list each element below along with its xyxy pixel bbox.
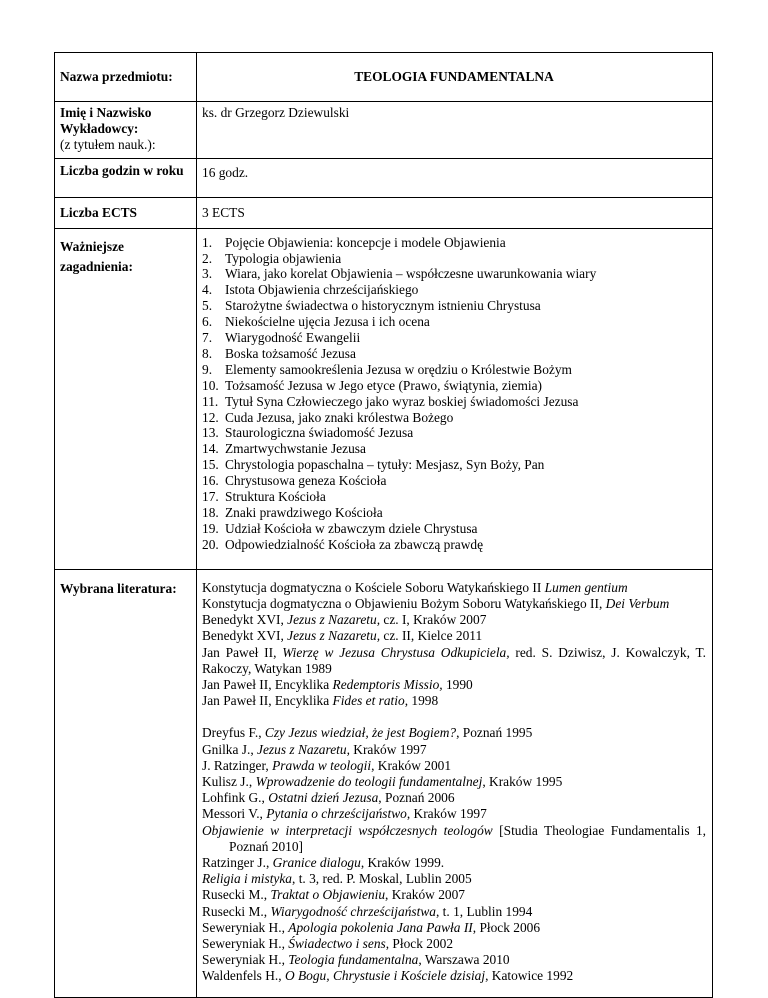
- reference: Rusecki M., Wiarygodność chrześcijaństwa, t. 1, Lublin 1994: [202, 903, 533, 919]
- reference: Seweryniak H., Świadectwo i sens, Płock 2002: [202, 936, 454, 951]
- topic-item: 14. Zmartwychwstanie Jezusa: [202, 441, 366, 457]
- topic-item: 2. Typologia objawienia: [202, 250, 342, 266]
- reference: Jan Paweł II, Wierzę w Jezusa Chrystusa Odkupiciela, red. S. Dziwisz, J. Kowalczyk, T. Rakoczy, Watykan 1989: [202, 644, 706, 676]
- topic-item: 17. Struktura Kościoła: [202, 489, 326, 505]
- topic-item: 8. Boska tożsamość Jezusa: [202, 345, 356, 361]
- lecturer-sublabel: (z tytułem nauk.):: [60, 137, 156, 153]
- syllabus-table: [54, 52, 713, 998]
- topic-item: 16. Chrystusowa geneza Kościoła: [202, 473, 387, 489]
- reference: Benedykt XVI, Jezus z Nazaretu, cz. II, Kielce 2011: [202, 628, 483, 644]
- spacer: [202, 709, 706, 725]
- course-name-value: TEOLOGIA FUNDAMENTALNA: [197, 53, 713, 102]
- hours-value: 16 godz.: [197, 158, 713, 197]
- topic-item: 20. Odpowiedzialność Kościoła za zbawczą prawdę: [202, 536, 484, 552]
- reference: Ratzinger J., Granice dialogu, Kraków 1999.: [202, 854, 445, 870]
- reference: Jan Paweł II, Encyklika Fides et ratio, 1998: [202, 693, 439, 709]
- topic-item: 18. Znaki prawdziwego Kościoła: [202, 505, 383, 521]
- course-name-label: Nazwa przedmiotu:: [55, 53, 197, 102]
- topic-item: 12. Cuda Jezusa, jako znaki królestwa Bożego: [202, 409, 454, 425]
- row-lecturer: [55, 102, 713, 159]
- reference: J. Ratzinger, Prawda w teologii, Kraków 2001: [202, 757, 452, 773]
- reference: Dreyfus F., Czy Jezus wiedział, że jest Bogiem?, Poznań 1995: [202, 725, 533, 741]
- topics-label: Ważniejsze zagadnienia:: [55, 228, 197, 569]
- reference: Konstytucja dogmatyczna o Objawieniu Bożym Soboru Watykańskiego II, Dei Verbum: [202, 595, 670, 611]
- topic-item: 9. Elementy samookreślenia Jezusa w orędziu o Królestwie Bożym: [202, 361, 572, 377]
- reference: Lohfink G., Ostatni dzień Jezusa, Poznań 2006: [202, 790, 455, 806]
- row-hours: [55, 158, 713, 197]
- reference: Waldenfels H., O Bogu, Chrystusie i Kościele dzisiaj, Katowice 1992: [202, 968, 574, 984]
- row-literature: [55, 569, 713, 997]
- lecturer-label-cell: [55, 102, 197, 159]
- reference: Benedykt XVI, Jezus z Nazaretu, cz. I, Kraków 2007: [202, 612, 487, 628]
- ects-value: 3 ECTS: [197, 197, 713, 228]
- topics-cell: [197, 228, 713, 569]
- row-ects: [55, 197, 713, 228]
- topic-item: 13. Staurologiczna świadomość Jezusa: [202, 425, 414, 441]
- topic-item: 10. Tożsamość Jezusa w Jego etyce (Prawo, świątynia, ziemia): [202, 377, 542, 393]
- topic-item: 5. Starożytne świadectwa o historycznym istnieniu Chrystusa: [202, 298, 541, 314]
- reference: Messori V., Pytania o chrześcijaństwo, Kraków 1997: [202, 806, 487, 822]
- topic-item: 1. Pojęcie Objawienia: koncepcje i modele Objawienia: [202, 234, 506, 250]
- reference: Seweryniak H., Teologia fundamentalna, Warszawa 2010: [202, 952, 510, 968]
- reference: Seweryniak H., Apologia pokolenia Jana Pawła II, Płock 2006: [202, 919, 541, 935]
- topics-list: [202, 235, 706, 553]
- literature-label: Wybrana literatura:: [55, 569, 197, 997]
- topic-item: 3. Wiara, jako korelat Objawienia – współczesne uwarunkowania wiary: [202, 266, 597, 282]
- topic-item: 11. Tytuł Syna Człowieczego jako wyraz boskiej świadomości Jezusa: [202, 393, 579, 409]
- lecturer-value: ks. dr Grzegorz Dziewulski: [197, 102, 713, 159]
- topic-item: 15. Chrystologia popaschalna – tytuły: Mesjasz, Syn Boży, Pan: [202, 457, 545, 473]
- lecturer-label: Imię i Nazwisko Wykładowcy:: [60, 105, 152, 137]
- row-course-name: [55, 53, 713, 102]
- reference: Kulisz J., Wprowadzenie do teologii fundamentalnej, Kraków 1995: [202, 773, 563, 789]
- ects-label: Liczba ECTS: [55, 197, 197, 228]
- topic-item: 6. Niekościelne ujęcia Jezusa i ich ocena: [202, 314, 430, 330]
- reference: Jan Paweł II, Encyklika Redemptoris Missio, 1990: [202, 676, 473, 692]
- topic-item: 4. Istota Objawienia chrześcijańskiego: [202, 282, 419, 298]
- hours-label: Liczba godzin w roku: [55, 158, 197, 197]
- reference: Gnilka J., Jezus z Nazaretu, Kraków 1997: [202, 741, 427, 757]
- reference: Konstytucja dogmatyczna o Kościele Soboru Watykańskiego II Lumen gentium: [202, 579, 628, 595]
- reference: Religia i mistyka, t. 3, red. P. Moskal, Lublin 2005: [202, 871, 472, 887]
- reference: Objawienie w interpretacji współczesnych teologów [Studia Theologiae Fundamentalis 1, Poznań 2010]: [202, 822, 707, 854]
- topic-item: 7. Wiarygodność Ewangelii: [202, 330, 361, 346]
- literature-cell: [197, 569, 713, 997]
- reference: Rusecki M., Traktat o Objawieniu, Kraków 2007: [202, 887, 465, 903]
- topic-item: 19. Udział Kościoła w zbawczym dziele Chrystusa: [202, 520, 478, 536]
- row-topics: [55, 228, 713, 569]
